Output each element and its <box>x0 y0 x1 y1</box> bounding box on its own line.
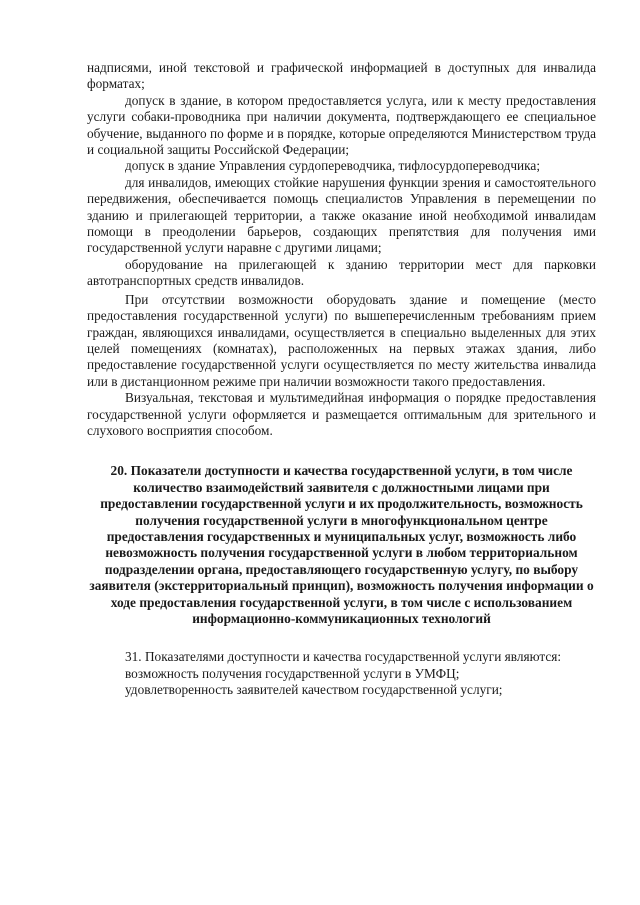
paragraph-continuation: надписями, иной текстовой и графической информацией в доступных для инвалида форматах; <box>87 60 596 92</box>
paragraph-multimedia-info: Визуальная, текстовая и мультимедийная информация о порядке предоставления государственной услуги оформляется и размещается оптимальным для зрительного и слухового восприятия способом. <box>87 390 596 438</box>
list-item-satisfaction: удовлетворенность заявителей качеством государственной услуги; <box>125 682 503 698</box>
paragraph-sign-interpreter-access: допуск в здание Управления сурдопереводчика, тифлосурдопереводчика; <box>125 158 541 174</box>
paragraph-parking-spaces: оборудование на прилегающей к зданию территории мест для парковки автотранспортных средств инвалидов. <box>87 256 596 289</box>
paragraph-alternative-reception: При отсутствии возможности оборудовать здание и помещение (место предоставления государственной услуги) по вышеперечисленным требованиям прием граждан, являющихся инвалидами, осуществляется в специально выделенных для этих целей помещениях (комнатах), расположенных на первых этажах здания, либо предоставление государственной услуги осуществляется по месту жительства инвалида или в дистанционном режиме при наличии возможности такого предоставления. <box>87 291 596 389</box>
paragraph-mobility-assistance: для инвалидов, имеющих стойкие нарушения функции зрения и самостоятельного передвижения, обеспечивается помощь специалистов Управления в перемещении по зданию и прилегающей территории, а также оказание иной необходимой инвалидам помощи в преодолении барьеров, создающих препятствия для получения ими государственной услуги наравне с другими лицами; <box>87 174 596 256</box>
section-heading-20: 20. Показатели доступности и качества государственной услуги, в том числе количество взаимодействий заявителя с должностными лицами при предоставлении государственной услуги и их продолжительность, возможность получения государственной услуги в многофункциональном центре предоставления государственных и муниципальных услуг, возможность либо невозможность получения государственной услуги в любом территориальном подразделении органа, предоставляющего государственную услугу, по выбору заявителя (экстерриториальный принцип), возможность получения информации о ходе предоставления государственной услуги, в том числе с использованием информационно-коммуникационных технологий <box>89 463 594 626</box>
paragraph-quality-indicators: 31. Показателями доступности и качества государственной услуги являются: <box>125 649 562 665</box>
page-content <box>87 60 596 699</box>
list-item-umfc: возможность получения государственной услуги в УМФЦ; <box>125 665 460 681</box>
paragraph-guide-dog-access: допуск в здание, в котором предоставляется услуга, или к месту предоставления услуги собаки-проводника при наличии документа, подтверждающего ее специальное обучение, выданного по форме и в порядке, которые определяются Министерством труда и социальной защиты Российской Федерации; <box>87 92 596 158</box>
